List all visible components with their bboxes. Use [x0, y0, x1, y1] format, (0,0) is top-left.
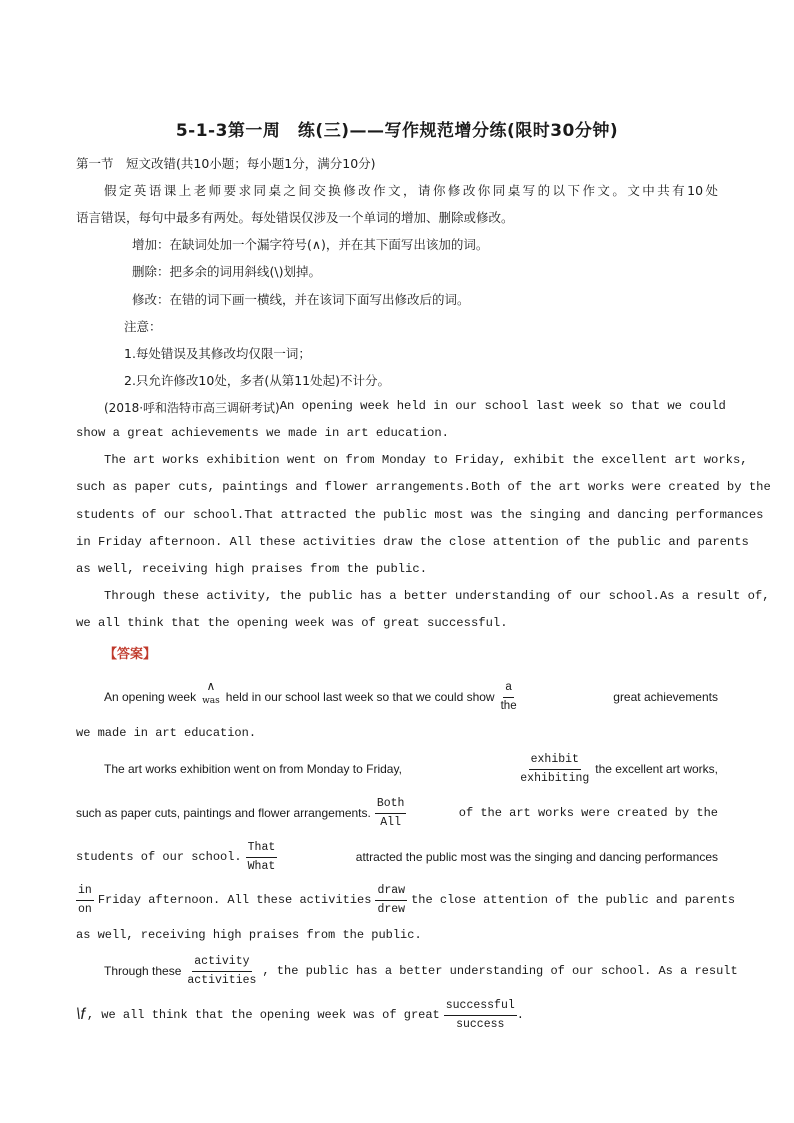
- wrong-word: draw: [375, 885, 407, 901]
- answer-text: Friday afternoon. All these activities: [97, 893, 372, 907]
- corrected-word: exhibiting: [520, 771, 590, 785]
- inserted-word: was: [202, 696, 220, 706]
- wrong-word: activity: [192, 956, 251, 972]
- passage-line: we all think that the opening week was of great successful.: [76, 616, 508, 630]
- instruction-line: 1.每处错误及其修改均仅限一词；: [124, 346, 311, 361]
- passage-line: as well, receiving high praises from the public.: [76, 562, 428, 576]
- passage-text: An opening week held in our school last week so that we could: [279, 399, 726, 413]
- answer-text: attracted the public most was the singing and dancing performances: [355, 850, 718, 864]
- passage-line: such as paper cuts, paintings and flower arrangements.Both of the art works were created by the: [76, 480, 771, 494]
- passage-line: [104, 399, 726, 416]
- correction-mark: [518, 754, 591, 784]
- wrong-word: successful: [444, 1000, 517, 1016]
- correction-mark: [375, 798, 407, 828]
- wrong-word: That: [246, 842, 278, 858]
- answer-text: great achievements: [613, 690, 718, 704]
- answer-line: [76, 994, 526, 1036]
- corrected-word: on: [78, 902, 92, 916]
- passage-line: The art works exhibition went on from Monday to Friday, exhibit the excellent art works,: [104, 453, 748, 467]
- answer-text: as well, receiving high praises from the public.: [76, 928, 422, 942]
- answer-text: .: [516, 1008, 524, 1022]
- answer-text: the close attention of the public and parents: [411, 893, 736, 907]
- answer-text: , we all think that the opening week was of great: [86, 1008, 440, 1022]
- answer-text: the excellent art works,: [595, 762, 718, 776]
- wrong-word: in: [76, 885, 94, 901]
- answer-line: [76, 836, 718, 878]
- correction-mark: [185, 956, 258, 986]
- section-heading: 第一节 短文改错(共10小题；每小题1分，满分10分): [76, 156, 376, 171]
- page-title: 5-1-3第一周 练(三)——写作规范增分练(限时30分钟): [175, 121, 619, 141]
- answer-text: we made in art education.: [76, 726, 257, 740]
- instruction-line: 2.只允许修改10处，多者(从第11处起)不计分。: [124, 373, 390, 388]
- passage-line: students of our school.That attracted the public most was the singing and dancing performances: [76, 508, 764, 522]
- instruction-line: 语言错误，每句中最多有两处。每处错误仅涉及一个单词的增加、删除或修改。: [76, 210, 514, 225]
- instruction-line: 注意：: [124, 319, 162, 334]
- answer-line: [76, 792, 718, 834]
- corrected-word: activities: [187, 973, 257, 987]
- wrong-word: Both: [375, 798, 407, 814]
- answer-text: of the art works were created by the: [458, 806, 718, 820]
- answer-line: [104, 676, 718, 718]
- insertion-mark: [202, 680, 220, 706]
- passage-source: (2018·呼和浩特市高三调研考试): [104, 401, 280, 415]
- answer-label: 【答案】: [104, 647, 157, 662]
- instruction-line: 假定英语课上老师要求同桌之间交换修改作文，请你修改你同桌写的以下作文。文中共有10处: [104, 183, 718, 198]
- corrected-word: success: [456, 1017, 505, 1031]
- answer-line: [76, 724, 718, 742]
- wrong-word: a: [503, 682, 513, 698]
- passage-line: Through these activity, the public has a better understanding of our school.As a result of,: [104, 589, 770, 603]
- answer-text: such as paper cuts, paintings and flower arrangements.: [76, 806, 371, 820]
- passage-line: in Friday afternoon. All these activities draw the close attention of the public and parents: [76, 535, 749, 549]
- instruction-line: 修改：在错的词下画一横线，并在该词下面写出修改后的词。: [132, 292, 470, 307]
- caret-symbol: ∧: [206, 679, 216, 693]
- correction-mark: [246, 842, 278, 872]
- correction-mark: [76, 885, 94, 915]
- answer-text: Through these: [104, 964, 182, 978]
- answer-line: [76, 926, 718, 944]
- deletion-mark: \f: [76, 1006, 85, 1023]
- correction-mark: [499, 682, 519, 712]
- passage-line: show a great achievements we made in art education.: [76, 426, 449, 440]
- wrong-word: exhibit: [529, 754, 581, 770]
- corrected-word: the: [500, 699, 517, 712]
- corrected-word: What: [247, 859, 276, 873]
- answer-line: [104, 748, 718, 790]
- correction-mark: [375, 885, 407, 915]
- answer-text: students of our school.: [76, 850, 242, 864]
- answer-text: , the public has a better understanding of our school. As a result: [262, 964, 738, 978]
- corrected-word: All: [380, 815, 401, 829]
- answer-line: [76, 879, 736, 921]
- answer-text: The art works exhibition went on from Monday to Friday,: [104, 762, 402, 776]
- instruction-line: 增加：在缺词处加一个漏字符号(∧)，并在其下面写出该加的词。: [132, 237, 489, 252]
- instruction-line: 删除：把多余的词用斜线(\)划掉。: [132, 264, 321, 279]
- answer-text: An opening week: [104, 690, 197, 704]
- answer-text: held in our school last week so that we could show: [225, 690, 495, 704]
- answer-line: [104, 950, 738, 992]
- correction-mark: [444, 1000, 517, 1030]
- corrected-word: drew: [377, 902, 406, 916]
